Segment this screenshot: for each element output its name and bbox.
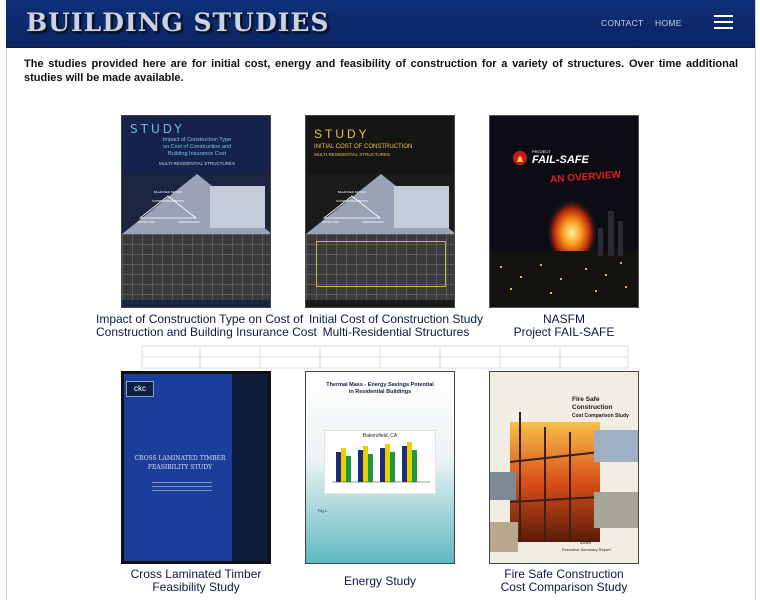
svg-text:COMPARTMENTATION: COMPARTMENTATION xyxy=(152,199,184,203)
site-title[interactable]: BUILDING STUDIES xyxy=(26,8,330,37)
highlight-frame xyxy=(316,241,446,287)
cover-subtitle: MULTI-RESIDENTIAL STRUCTURES xyxy=(158,161,235,166)
study-cover-fire-safe-construction[interactable] xyxy=(489,371,639,564)
cover-side-band xyxy=(232,374,268,561)
svg-text:DETECTION: DETECTION xyxy=(322,220,340,224)
svg-text:DETECTION: DETECTION xyxy=(138,220,156,224)
background-floorplan xyxy=(140,344,630,370)
study-cover-impact-construction[interactable] xyxy=(121,115,271,308)
study-cover-initial-cost[interactable] xyxy=(305,115,455,308)
cover-heading: STUDY xyxy=(314,127,370,141)
study-caption-energy[interactable]: Energy Study xyxy=(343,574,417,588)
energy-chart-graphic xyxy=(324,430,436,494)
building-photo xyxy=(394,186,449,228)
cover-year: 2006 xyxy=(580,540,592,546)
study-cover-energy[interactable] xyxy=(305,371,455,564)
svg-text:SUPPRESSION: SUPPRESSION xyxy=(362,220,384,224)
study-cover-clt[interactable] xyxy=(121,371,271,564)
svg-text:Bakersfield, CA: Bakersfield, CA xyxy=(362,433,398,439)
ckc-logo: ckc xyxy=(126,381,154,397)
nav-home-link[interactable]: HOME xyxy=(655,18,682,28)
cover-report-label: Executive Summary Report xyxy=(562,547,611,552)
cover-title: Impact of Construction Type on Cost of Construction and Building Insurance Cost xyxy=(162,137,232,157)
nav-contact-link[interactable]: CONTACT xyxy=(601,18,644,28)
cover-title: CROSS LAMINATED TIMBER FEASIBILITY STUDY xyxy=(134,455,226,471)
study-caption-fire-safe-construction[interactable]: Fire Safe Construction Cost Comparison Study xyxy=(500,567,628,594)
cover-title: Thermal Mass - Energy Savings Potential in Residential Buildings xyxy=(326,382,434,395)
cover-title: FAIL-SAFE xyxy=(532,154,589,166)
cover-overview: AN OVERVIEW xyxy=(549,169,622,186)
site-header xyxy=(6,0,755,48)
cover-title: INITIAL COST OF CONSTRUCTION xyxy=(314,144,413,150)
study-caption-fail-safe[interactable]: NASFM Project FAIL-SAFE xyxy=(513,312,615,339)
floorplan-graphic xyxy=(122,234,270,300)
intro-text: The studies provided here are for initial cost, energy and feasibility of construction for a variety of structures. Over time additional studies will be made available. xyxy=(24,58,738,84)
cover-subtitle: MULTI-RESIDENTIAL STRUCTURES xyxy=(314,152,391,157)
balanced-design-diagram xyxy=(128,188,208,224)
svg-text:SUPPRESSION: SUPPRESSION xyxy=(178,220,200,224)
cover-heading: STUDY xyxy=(130,122,185,136)
figure-caption: Fig 1. xyxy=(318,508,329,513)
cover-project-label: PROJECT xyxy=(532,149,551,154)
fire-scene-image xyxy=(490,116,638,307)
study-cover-fail-safe[interactable] xyxy=(489,115,639,308)
study-caption-initial-cost[interactable]: Initial Cost of Construction Study Multi-Residential Structures xyxy=(308,312,484,339)
balanced-design-diagram xyxy=(312,188,392,224)
cover-title: Fire Safe Construction Cost Comparison Study xyxy=(572,396,629,419)
study-caption-clt[interactable]: Cross Laminated Timber Feasibility Study xyxy=(130,567,262,594)
study-caption-impact-construction[interactable]: Impact of Construction Type on Cost of Construction and Building Insurance Cost xyxy=(96,312,317,339)
svg-text:BALANCED DESIGN: BALANCED DESIGN xyxy=(153,190,183,194)
svg-text:BALANCED DESIGN: BALANCED DESIGN xyxy=(337,190,367,194)
menu-icon[interactable] xyxy=(714,15,733,30)
svg-text:COMPARTMENTATION: COMPARTMENTATION xyxy=(336,199,368,203)
building-photo xyxy=(210,186,265,228)
